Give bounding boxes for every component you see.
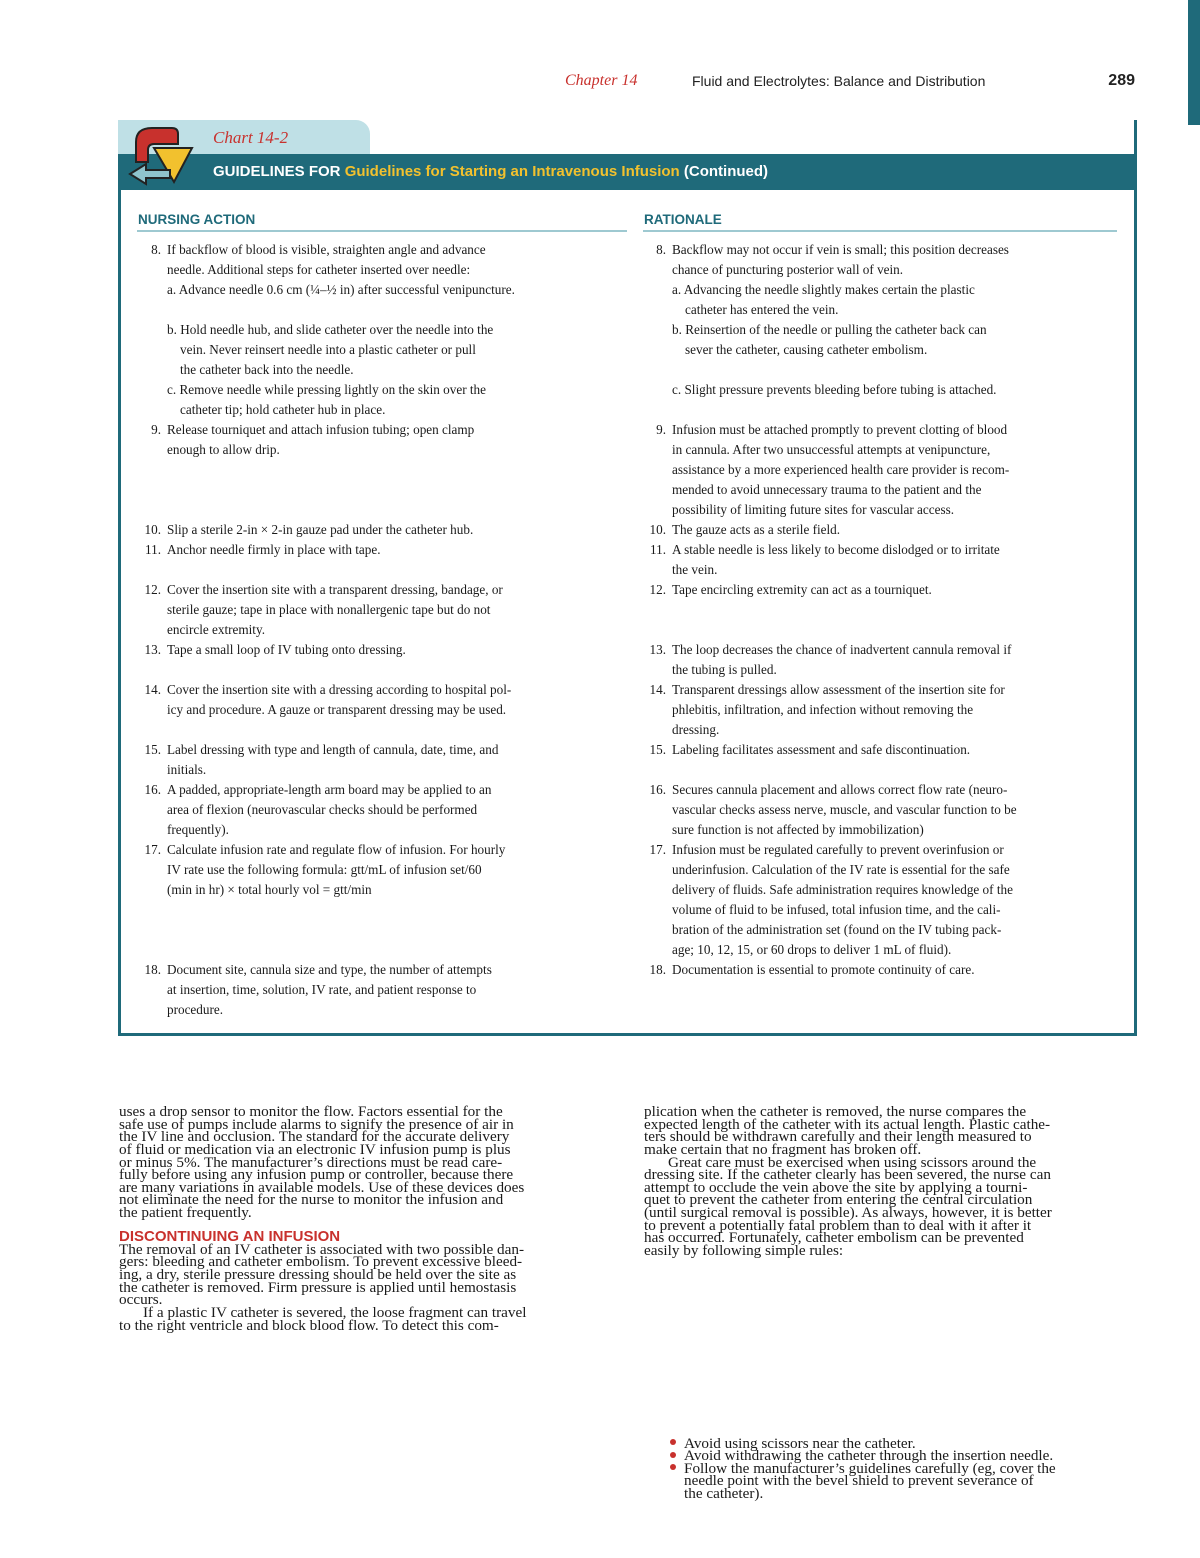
chart-title-prefix: GUIDELINES FOR	[213, 163, 341, 180]
body-line: expected length of the catheter with its actual length. Plastic cathe-	[644, 1115, 1051, 1133]
body-line: (until surgical removal is possible). As always, however, it is better	[644, 1204, 1052, 1222]
col-head-rationale: RATIONALE	[644, 212, 722, 227]
chart-title-main: Guidelines for Starting an Intravenous Infusion	[344, 163, 680, 180]
body-line: attempt to occlude the vein above the site by applying a tourni-	[644, 1178, 1028, 1196]
step-text: The gauze acts as a sterile field.	[672, 522, 841, 537]
step-text: enough to allow drip.	[167, 442, 280, 457]
step-text: delivery of fluids. Safe administration requires knowledge of the	[672, 882, 1013, 897]
col-rule-action	[137, 230, 627, 232]
step-text: c. Remove needle while pressing lightly on the skin over the	[167, 382, 486, 397]
bullet-dot-icon	[670, 1439, 676, 1445]
step-text: Document site, cannula size and type, the number of attempts	[167, 962, 492, 977]
step-number: 13.	[144, 642, 161, 657]
body-line: not eliminate the need for the nurse to monitor the infusion and	[119, 1191, 504, 1209]
step-text: volume of fluid to be infused, total infusion time, and the cali-	[672, 902, 1001, 917]
header-title: Fluid and Electrolytes: Balance and Distribution	[692, 73, 986, 89]
header-chapter: Chapter 14	[565, 72, 638, 89]
step-text: initials.	[167, 762, 207, 777]
body-line: Great care must be exercised when using scissors around the	[668, 1153, 1037, 1171]
section-heading: DISCONTINUING AN INFUSION	[119, 1228, 341, 1246]
body-line: ters should be withdrawn carefully and their length measured to	[644, 1128, 1032, 1146]
step-text: needle. Additional steps for catheter inserted over needle:	[167, 262, 471, 277]
step-text: vein. Never reinsert needle into a plastic catheter or pull	[180, 342, 476, 357]
bullet-text: Follow the manufacturer’s guidelines carefully (eg, cover the	[684, 1459, 1056, 1477]
step-text: dressing.	[672, 722, 720, 737]
step-text: Infusion must be regulated carefully to prevent overinfusion or	[672, 842, 1004, 857]
step-text: Tape encircling extremity can act as a tourniquet.	[672, 582, 932, 597]
bullet-text: Avoid withdrawing the catheter through the insertion needle.	[684, 1447, 1054, 1465]
bullet-dot-icon	[670, 1452, 676, 1458]
bullet-continuation: needle point with the bevel shield to prevent severance of	[684, 1472, 1034, 1490]
step-number: 13.	[649, 642, 666, 657]
step-text: Documentation is essential to promote continuity of care.	[672, 962, 975, 977]
step-text: assistance by a more experienced health care provider is recom-	[672, 462, 1010, 477]
step-text: IV rate use the following formula: gtt/mL of infusion set/60	[167, 862, 482, 877]
body-line: of fluid or medication via an electronic IV infusion pump is plus	[119, 1140, 511, 1158]
page-edge-tab	[1188, 0, 1200, 125]
body-line: to the right ventricle and block blood flow. To detect this com-	[119, 1316, 499, 1334]
step-text: at insertion, time, solution, IV rate, and patient response to	[167, 982, 477, 997]
step-text: possibility of limiting future sites for vascular access.	[672, 502, 955, 517]
step-text: Slip a sterile 2-in × 2-in gauze pad under the catheter hub.	[167, 522, 474, 537]
step-text: the tubing is pulled.	[672, 662, 777, 677]
chart-label: Chart 14-2	[213, 128, 289, 147]
step-number: 17.	[649, 842, 666, 857]
step-text: Anchor needle firmly in place with tape.	[167, 542, 381, 557]
step-text: in cannula. After two unsuccessful attempts at venipuncture,	[672, 442, 991, 457]
running-header	[0, 72, 1135, 94]
step-text: mended to avoid unnecessary trauma to the patient and the	[672, 482, 982, 497]
step-number: 11.	[650, 542, 666, 557]
step-text: sure function is not affected by immobilization)	[672, 822, 924, 837]
body-line: the IV line and occlusion. The standard for the accurate delivery	[119, 1128, 510, 1146]
page-number: 289	[1108, 72, 1135, 89]
step-text: area of flexion (neurovascular checks should be performed	[167, 802, 478, 817]
body-line: plication when the catheter is removed, the nurse compares the	[644, 1103, 1027, 1120]
step-text: A padded, appropriate-length arm board may be applied to an	[167, 782, 492, 797]
step-text: c. Slight pressure prevents bleeding before tubing is attached.	[672, 382, 997, 397]
step-text: Infusion must be attached promptly to prevent clotting of blood	[672, 422, 1008, 437]
body-line: easily by following simple rules:	[644, 1242, 844, 1260]
body-line: occurs.	[119, 1291, 163, 1309]
step-text: encircle extremity.	[167, 622, 265, 637]
step-number: 18.	[144, 962, 161, 977]
step-number: 15.	[144, 742, 161, 757]
step-text: catheter has entered the vein.	[685, 302, 839, 317]
step-text: chance of puncturing posterior wall of vein.	[672, 262, 904, 277]
step-text: catheter tip; hold catheter hub in place.	[180, 402, 386, 417]
body-line: the patient frequently.	[119, 1204, 252, 1222]
body-line: are many variations in available models. Use of these devices does	[119, 1178, 525, 1196]
step-text: sterile gauze; tape in place with nonallergenic tape but do not	[167, 602, 491, 617]
step-text: Secures cannula placement and allows correct flow rate (neuro-	[672, 782, 1008, 797]
step-number: 10.	[144, 522, 161, 537]
step-number: 16.	[649, 782, 666, 797]
body-line: to prevent a potentially fatal problem than to deal with it after it	[644, 1216, 1032, 1234]
body-line: the catheter is removed. Firm pressure is applied until hemostasis	[119, 1278, 517, 1296]
bullet-dot-icon	[670, 1464, 676, 1470]
step-text: Cover the insertion site with a transparent dressing, bandage, or	[167, 582, 503, 597]
step-number: 8.	[656, 242, 666, 257]
step-text: sever the catheter, causing catheter embolism.	[685, 342, 928, 357]
step-number: 12.	[649, 582, 666, 597]
step-text: a. Advance needle 0.6 cm (¼–½ in) after successful venipuncture.	[167, 282, 515, 297]
step-number: 9.	[656, 422, 666, 437]
step-number: 11.	[145, 542, 161, 557]
step-number: 9.	[151, 422, 161, 437]
chart-title-suffix: (Continued)	[683, 163, 769, 180]
body-line: If a plastic IV catheter is severed, the loose fragment can travel	[143, 1303, 527, 1321]
step-number: 18.	[649, 962, 666, 977]
step-text: a. Advancing the needle slightly makes certain the plastic	[672, 282, 975, 297]
step-text: Label dressing with type and length of cannula, date, time, and	[167, 742, 499, 757]
step-number: 10.	[649, 522, 666, 537]
step-number: 8.	[151, 242, 161, 257]
step-text: the vein.	[672, 562, 718, 577]
body-line: gers: bleeding and catheter embolism. To prevent excessive bleed-	[119, 1253, 523, 1271]
body-line: make certain that no fragment has broken off.	[644, 1140, 922, 1158]
step-text: A stable needle is less likely to become dislodged or to irritate	[672, 542, 1000, 557]
step-text: underinfusion. Calculation of the IV rate is essential for the safe	[672, 862, 1010, 877]
step-text: b. Reinsertion of the needle or pulling the catheter back can	[672, 322, 987, 337]
step-number: 15.	[649, 742, 666, 757]
step-text: frequently).	[167, 822, 229, 837]
step-text: The loop decreases the chance of inadvertent cannula removal if	[672, 642, 1012, 657]
step-number: 16.	[144, 782, 161, 797]
body-line: quet to prevent the catheter from entering the central circulation	[644, 1191, 1033, 1209]
step-text: Tape a small loop of IV tubing onto dressing.	[167, 642, 406, 657]
chart-title	[213, 163, 768, 180]
bullet-text: Avoid using scissors near the catheter.	[684, 1434, 916, 1452]
col-head-nursing-action: NURSING ACTION	[138, 212, 256, 227]
bullet-continuation: the catheter).	[684, 1484, 764, 1502]
body-line: ing, a dry, sterile pressure dressing should be held over the site as	[119, 1266, 517, 1284]
step-text: Release tourniquet and attach infusion tubing; open clamp	[167, 422, 475, 437]
body-line: fully before using any infusion pump or controller, because there	[119, 1166, 514, 1184]
step-text: If backflow of blood is visible, straighten angle and advance	[167, 242, 486, 257]
step-number: 14.	[144, 682, 161, 697]
guidelines-logo-icon	[126, 122, 198, 190]
step-text: Calculate infusion rate and regulate flow of infusion. For hourly	[167, 842, 506, 857]
step-text: age; 10, 12, 15, or 60 drops to deliver 1 mL of fluid).	[672, 942, 952, 957]
step-number: 12.	[144, 582, 161, 597]
body-line: uses a drop sensor to monitor the flow. Factors essential for the	[119, 1103, 503, 1120]
col-rule-rationale	[643, 230, 1117, 232]
step-text: procedure.	[167, 1002, 224, 1017]
step-number: 17.	[144, 842, 161, 857]
body-line: has occurred. Fortunately, catheter embolism can be prevented	[644, 1229, 1024, 1247]
step-text: Backflow may not occur if vein is small; this position decreases	[672, 242, 1009, 257]
step-text: (min in hr) × total hourly vol = gtt/min	[167, 882, 372, 897]
body-line: or minus 5%. The manufacturer’s directions must be read care-	[119, 1153, 503, 1171]
step-text: vascular checks assess nerve, muscle, and vascular function to be	[672, 802, 1017, 817]
step-text: Labeling facilitates assessment and safe discontinuation.	[672, 742, 971, 757]
body-line: The removal of an IV catheter is associated with two possible dan-	[119, 1240, 525, 1258]
step-text: b. Hold needle hub, and slide catheter over the needle into the	[167, 322, 494, 337]
step-text: Cover the insertion site with a dressing according to hospital pol-	[167, 682, 512, 697]
step-text: bration of the administration set (found on the IV tubing pack-	[672, 922, 1002, 937]
step-text: phlebitis, infiltration, and infection without removing the	[672, 702, 974, 717]
step-text: Transparent dressings allow assessment of the insertion site for	[672, 682, 1005, 697]
body-line: safe use of pumps include alarms to signify the presence of air in	[119, 1115, 514, 1133]
body-line: dressing site. If the catheter clearly has been severed, the nurse can	[644, 1166, 1051, 1184]
step-text: the catheter back into the needle.	[180, 362, 354, 377]
step-number: 14.	[649, 682, 666, 697]
step-text: icy and procedure. A gauze or transparent dressing may be used.	[167, 702, 507, 717]
